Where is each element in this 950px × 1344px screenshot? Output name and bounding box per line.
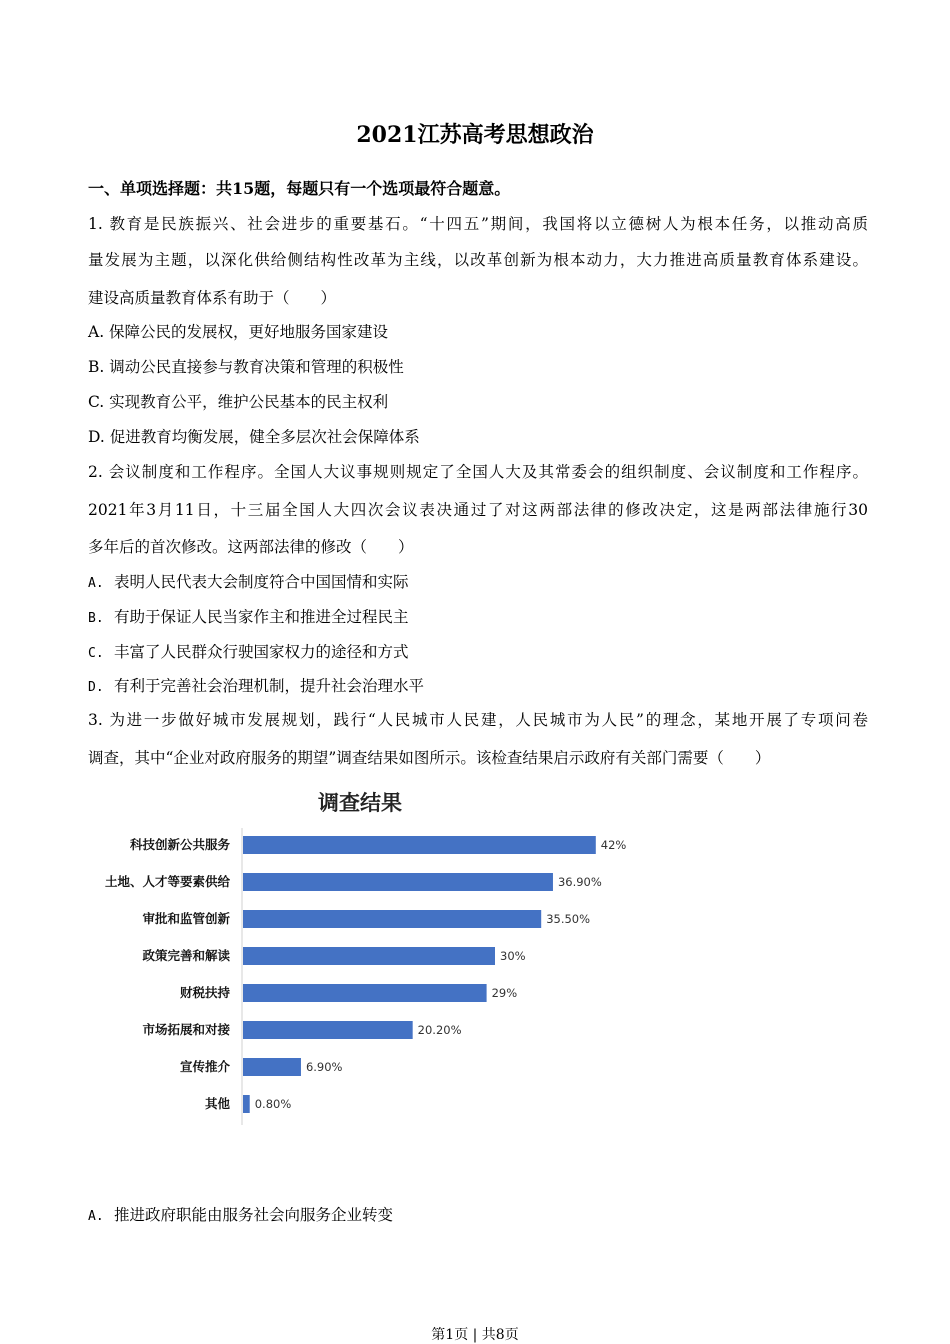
q3-line-2: 调查，其中“企业对政府服务的期望”调查结果如图所示。该检查结果启示政府有关部门需要（ ）	[88, 749, 771, 767]
q2-line-3: 多年后的首次修改。这两部法律的修改（ ）	[88, 538, 414, 556]
q1-line-3: 建设高质量教育体系有助于（ ）	[88, 289, 337, 307]
chart-value-label: 42%	[600, 838, 627, 852]
option-letter: B.	[88, 611, 104, 626]
option-letter: A.	[88, 1209, 104, 1224]
chart-category-label: 其他	[204, 1096, 230, 1111]
option-text: 有利于完善社会治理机制，提升社会治理水平	[114, 677, 425, 695]
chart-bar	[243, 1058, 301, 1076]
chart-value-label: 0.80%	[254, 1097, 292, 1111]
chart-category-label: 财税扶持	[179, 985, 230, 1000]
chart-bar	[243, 1095, 250, 1113]
q2-option-b	[88, 605, 409, 627]
chart-category-label: 土地、人才等要素供给	[104, 874, 230, 889]
q1-line-1: 1. 教育是民族振兴、社会进步的重要基石。“十四五”期间，我国将以立德树人为根本任务，以推动高质	[88, 215, 868, 233]
chart-title: 调查结果	[318, 791, 402, 815]
chart-bar	[243, 984, 487, 1002]
chart-category-label: 政策完善和解读	[142, 948, 230, 963]
q2-option-d	[88, 674, 424, 696]
chart-bar	[243, 873, 553, 891]
chart-value-label: 36.90%	[557, 875, 602, 889]
chart-bars	[105, 836, 626, 1113]
option-letter: A.	[88, 576, 104, 591]
survey-bar-chart	[88, 780, 648, 1140]
option-text: 推进政府职能由服务社会向服务企业转变	[114, 1206, 394, 1224]
q1-option-c: C. 实现教育公平，维护公民基本的民主权利	[88, 393, 389, 411]
section-heading: 一、单项选择题：共15题，每题只有一个选项最符合题意。	[88, 179, 511, 198]
chart-category-label: 科技创新公共服务	[129, 837, 230, 852]
q2-line-2: 2021年3月11日，十三届全国人大四次会议表决通过了对这两部法律的修改决定，这是两部法律施行30	[88, 501, 868, 519]
chart-value-label: 6.90%	[305, 1060, 343, 1074]
q3-option-a	[88, 1203, 393, 1225]
q2-line-1: 2. 会议制度和工作程序。全国人大议事规则规定了全国人大及其常委会的组织制度、会议制度和工作程序。	[88, 463, 868, 481]
q2-option-c	[88, 640, 409, 662]
chart-bar	[243, 836, 596, 854]
chart-category-label: 市场拓展和对接	[142, 1022, 230, 1037]
option-letter: C.	[88, 646, 104, 661]
chart-bar	[243, 947, 495, 965]
q1-option-d: D. 促进教育均衡发展，健全多层次社会保障体系	[88, 428, 420, 446]
chart-category-label: 宣传推介	[179, 1059, 230, 1074]
option-text: 丰富了人民群众行驶国家权力的途径和方式	[114, 643, 409, 661]
option-letter: D.	[88, 680, 104, 695]
q1-option-a: A. 保障公民的发展权，更好地服务国家建设	[88, 323, 389, 341]
page-footer: 第1页 | 共8页	[431, 1327, 519, 1343]
chart-value-label: 35.50%	[546, 912, 591, 926]
q1-option-b: B. 调动公民直接参与教育决策和管理的积极性	[88, 358, 404, 376]
chart-category-label: 审批和监管创新	[142, 911, 230, 926]
page-title: 2021江苏高考思想政治	[356, 122, 594, 148]
option-text: 表明人民代表大会制度符合中国国情和实际	[114, 573, 409, 591]
chart-value-label: 30%	[500, 949, 526, 963]
chart-value-label: 20.20%	[417, 1023, 462, 1037]
chart-bar	[243, 1021, 413, 1039]
q3-line-1: 3. 为进一步做好城市发展规划，践行“人民城市人民建，人民城市为人民”的理念，某地开展了专项问卷	[88, 711, 868, 729]
option-text: 有助于保证人民当家作主和推进全过程民主	[114, 608, 409, 626]
q1-line-2: 量发展为主题，以深化供给侧结构性改革为主线，以改革创新为根本动力，大力推进高质量教育体系建设。	[88, 251, 868, 269]
chart-bar	[243, 910, 541, 928]
q2-option-a	[88, 570, 409, 592]
chart-value-label: 29%	[491, 986, 518, 1000]
